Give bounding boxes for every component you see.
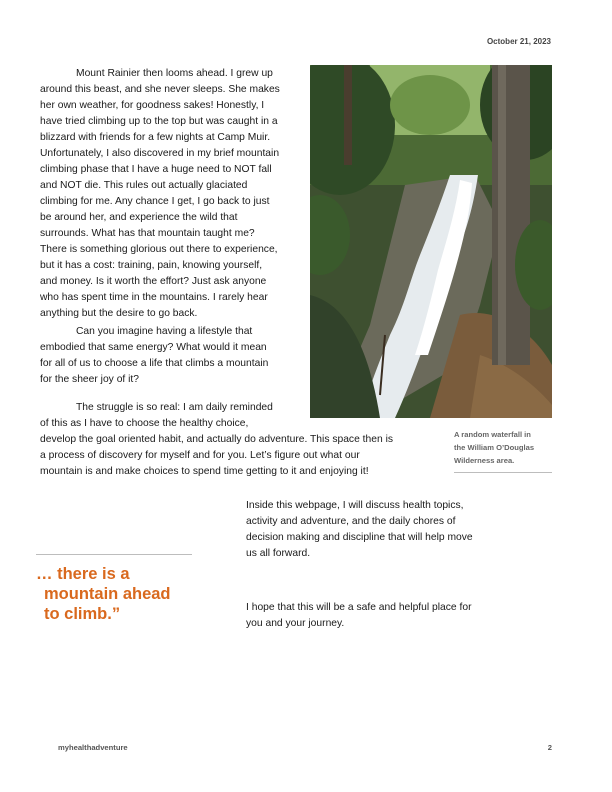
text-line: climbing for me. Any chance I get, I go back to just [40, 196, 270, 207]
text-line: Can you imagine having a lifestyle that [76, 326, 253, 337]
text-line: develop the goal oriented habit, and actually do adventure. This space then is [40, 434, 394, 445]
article-paragraph-2 [40, 324, 302, 388]
text-line: be around her, and experience the wild that [40, 212, 238, 223]
pullquote [36, 564, 206, 624]
text-line: decision making and discipline that will help move [246, 532, 473, 543]
text-line: The struggle is so real: I am daily reminded [76, 402, 273, 413]
right-column-paragraph-1 [246, 498, 508, 562]
pullquote-line: to climb.” [44, 605, 121, 623]
text-line: There is something glorious out there to experience, [40, 244, 278, 255]
article-paragraph-3 [40, 400, 302, 432]
right-column-paragraph-2 [246, 600, 508, 632]
caption-divider [454, 472, 552, 473]
text-line: for the sheer joy of it? [40, 374, 140, 385]
caption-line: the William O’Douglas [454, 443, 535, 452]
text-line: surrounds. What has that mountain taught me? [40, 228, 255, 239]
pullquote-divider [36, 554, 192, 555]
page-number: 2 [547, 743, 552, 752]
footer-site-name: myhealthadventure [58, 743, 128, 752]
pullquote-line: … there is a [36, 565, 130, 583]
text-line: and NOT die. This rules out actually glaciated [40, 180, 248, 191]
text-line: climbing phase that I have a huge need to NOT fall [40, 164, 272, 175]
text-line: embodied that same energy? What would it mean [40, 342, 267, 353]
text-line: have tried climbing up to the top but was caught in a [40, 116, 278, 127]
text-line: Inside this webpage, I will discuss health topics, [246, 500, 464, 511]
text-line: but it has a cost: training, pain, knowing yourself, [40, 260, 263, 271]
text-line: a process of discovery for myself and for you. Let’s figure out what our [40, 450, 360, 461]
text-line: her own weather, for goodness sakes! Honestly, I [40, 100, 265, 111]
page-date: October 21, 2023 [486, 37, 551, 46]
text-line: for all of us to choose a life that climbs a mountain [40, 358, 269, 369]
text-line: who has spent time in the mountains. I rarely hear [40, 292, 268, 303]
text-line: anything but the desire to go back. [40, 308, 198, 319]
text-line: of this as I have to choose the healthy choice, [40, 418, 249, 429]
text-line: and money. Is it worth the effort? Just ask anyone [40, 276, 267, 287]
text-line: blizzard with friends for a few nights at Camp Muir. [40, 132, 271, 143]
article-paragraph-3-continued [40, 432, 440, 480]
text-line: us all forward. [246, 548, 311, 559]
text-line: you and your journey. [246, 618, 345, 629]
caption-line: Wilderness area. [454, 456, 515, 465]
waterfall-photo [310, 65, 552, 418]
text-line: around this beast, and she never sleeps. She makes [40, 84, 280, 95]
caption-line: A random waterfall in [454, 430, 531, 439]
text-line: Mount Rainier then looms ahead. I grew up [76, 68, 273, 79]
text-line: mountain is and make choices to spend time getting to it and enjoying it! [40, 466, 369, 477]
text-line: I hope that this will be a safe and helpful place for [246, 602, 472, 613]
pullquote-line: mountain ahead [44, 585, 171, 603]
photo-caption [454, 428, 556, 467]
article-paragraph-1 [40, 66, 302, 322]
text-line: Unfortunately, I also discovered in my brief mountain [40, 148, 280, 159]
text-line: activity and adventure, and the daily chores of [246, 516, 456, 527]
